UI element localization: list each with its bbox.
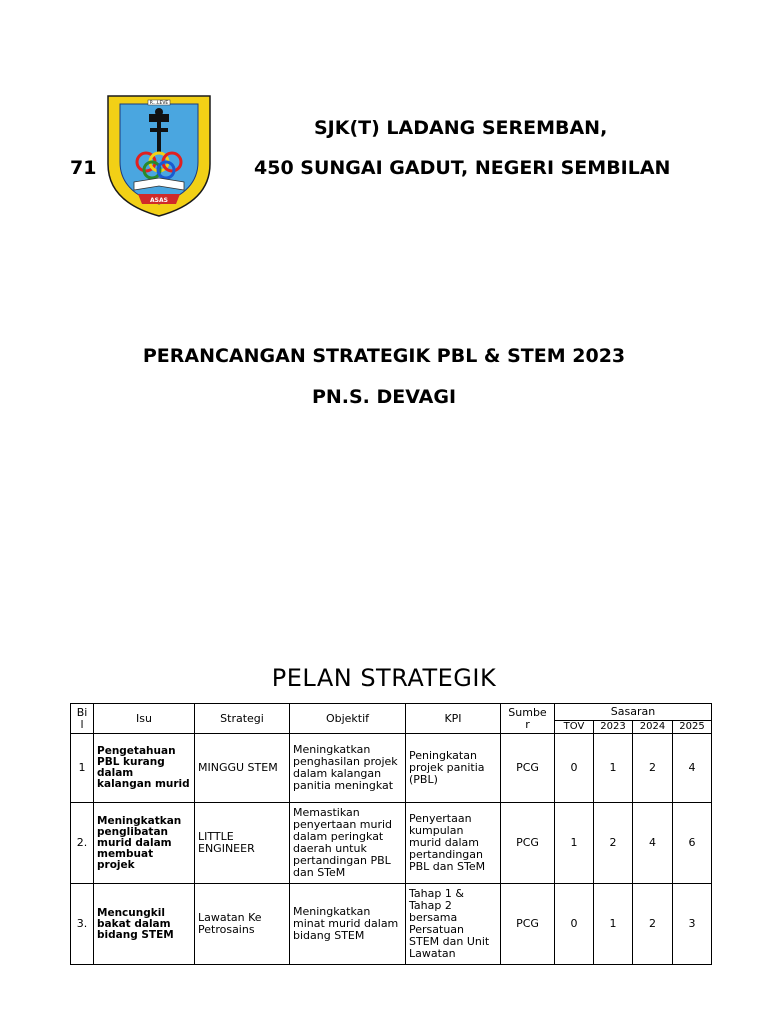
header-2025: 2025 [673, 721, 712, 734]
table-row [71, 884, 712, 965]
cell-2024: 2 [633, 884, 673, 965]
section-title: PELAN STRATEGIK [271, 664, 497, 692]
cell-tov: 1 [555, 803, 594, 884]
header-kpi: KPI [406, 704, 501, 734]
cell-isu: Pengetahuan PBL kurang dalam kalangan murid [94, 734, 195, 803]
cell-sumber: PCG [501, 734, 555, 803]
cell-2024: 2 [633, 734, 673, 803]
cell-objektif: Memastikan penyertaan murid dalam peringkat daerah untuk pertandingan PBL dan STeM [290, 803, 406, 884]
cell-kpi: Penyertaan kumpulan murid dalam pertandingan PBL dan STeM [406, 803, 501, 884]
cell-strategi: MINGGU STEM [195, 734, 290, 803]
header-bil: Bi l [71, 704, 94, 734]
header-2024: 2024 [633, 721, 673, 734]
cell-sumber: PCG [501, 803, 555, 884]
cell-2023: 1 [594, 884, 633, 965]
cell-sumber: PCG [501, 884, 555, 965]
cell-tov: 0 [555, 884, 594, 965]
header-strategi: Strategi [195, 704, 290, 734]
cell-bil: 3. [71, 884, 94, 965]
cell-kpi: Peningkatan projek panitia (PBL) [406, 734, 501, 803]
cell-kpi: Tahap 1 & Tahap 2 bersama Persatuan STEM dan Unit Lawatan [406, 884, 501, 965]
cell-tov: 0 [555, 734, 594, 803]
svg-text:ASAS: ASAS [150, 197, 168, 204]
cell-objektif: Meningkatkan penghasilan projek dalam kalangan panitia meningkat [290, 734, 406, 803]
header-number: 71 [70, 157, 97, 179]
header-objektif: Objektif [290, 704, 406, 734]
cell-bil: 2. [71, 803, 94, 884]
header-isu: Isu [94, 704, 195, 734]
header-tov: TOV [555, 721, 594, 734]
header-2023: 2023 [594, 721, 633, 734]
school-crest-logo [104, 94, 214, 218]
page-title: PERANCANGAN STRATEGIK PBL & STEM 2023 [142, 345, 626, 367]
author-name: PN.S. DEVAGI [311, 386, 457, 408]
cell-isu: Mencungkil bakat dalam bidang STEM [94, 884, 195, 965]
school-name: SJK(T) LADANG SEREMBAN, [314, 117, 608, 139]
svg-text:R...LEVE: R...LEVE [149, 101, 169, 106]
cell-2023: 1 [594, 734, 633, 803]
table-row [71, 734, 712, 803]
cell-objektif: Meningkatkan minat murid dalam bidang STEM [290, 884, 406, 965]
strategy-table [70, 703, 712, 965]
cell-2025: 4 [673, 734, 712, 803]
cell-2024: 4 [633, 803, 673, 884]
cell-strategi: LITTLE ENGINEER [195, 803, 290, 884]
cell-strategi: Lawatan Ke Petrosains [195, 884, 290, 965]
header-sumber: Sumbe r [501, 704, 555, 734]
header-sasaran: Sasaran [555, 704, 712, 721]
cell-2023: 2 [594, 803, 633, 884]
cell-2025: 3 [673, 884, 712, 965]
table-row [71, 803, 712, 884]
cell-bil: 1 [71, 734, 94, 803]
cell-isu: Meningkatkan penglibatan murid dalam membuat projek [94, 803, 195, 884]
school-address: 450 SUNGAI GADUT, NEGERI SEMBILAN [254, 157, 671, 179]
cell-2025: 6 [673, 803, 712, 884]
